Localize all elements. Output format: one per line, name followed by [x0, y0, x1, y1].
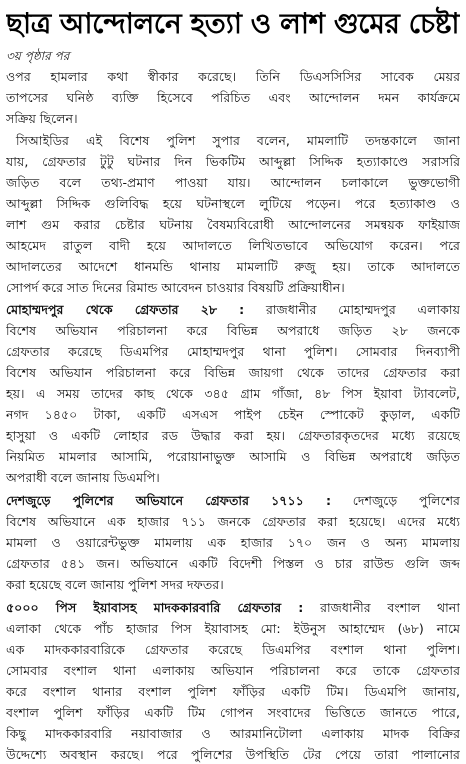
section-lead-line [6, 490, 460, 511]
body-line: সোপর্দ করে সাত দিনের রিমান্ড আবেদন চাওয়ার বিষয়টি প্রক্রিয়াধীন। [6, 280, 345, 295]
body-line: যায়, গ্রেফতার টুটু ঘটনার দিন ভিকটিম আব্দুল্লা সিদ্দিক হত্যাকাণ্ডে সরাসরি [6, 154, 460, 169]
body-line: উদ্দেশ্যে অবস্থান করছে। পরে পুলিশের উপস্থিতি টের পেয়ে তারা পালানোর [6, 747, 460, 762]
body-line: ওপর হামলার কথা স্বীকার করেছে। তিনি ডিএসসিসির সাবেক মেয়র [6, 69, 460, 84]
headline: ছাত্র আন্দোলনে হত্যা ও লাশ গুমের চেষ্টা [6, 7, 459, 40]
body-line: করা হয়েছে বলে জানায় পুলিশ সদর দফতর। [6, 577, 224, 592]
body-line: মামলা ও ওয়ারেন্টভুক্ত মামলায় এক হাজার ১৭০ জন ও অন্য মামলায় [6, 535, 460, 550]
section-lead-text: রাজধানীর মোহাম্মদপুর এলাকায় [265, 302, 460, 317]
body-line: আব্দুল্লা সিদ্দিক গুলিবিদ্ধ হয়ে ঘটনাস্থলে লুটিয়ে পড়েন। পরে হত্যাকাণ্ড ও [6, 196, 460, 211]
section-lead-line [6, 299, 460, 320]
section-heading: মোহাম্মদপুর থেকে গ্রেফতার ২৮ : [6, 302, 245, 317]
body-line: কিছু মাদককারবারি নয়াবাজার ও আরমানিটোলা এলাকায় মাদক বিক্রির [6, 726, 460, 741]
body-line: করে বংশাল থানার বংশাল পুলিশ ফাঁড়ির একটি টিম। ডিএমপি জানায়, [6, 684, 460, 699]
body-line: বিশেষ অভিযান পরিচালনা করে বিভিন্ন অপরাধে জড়িত ২৮ জনকে [6, 323, 460, 338]
body-line: বংশাল পুলিশ ফাঁড়ির একটি টিম গোপন সংবাদের ভিত্তিতে জানতে পারে, [6, 705, 460, 720]
section-lead-text: দেশজুড়ে পুলিশের [352, 493, 460, 508]
body-line: বিশেষ অভিযান পরিচালনা করে বিভিন্ন জায়গা থেকে তাদের গ্রেফতার করা [6, 365, 460, 380]
section-lead-text: রাজধানীর বংশাল থানা [320, 600, 460, 615]
body-line: নিয়মিত মামলার আসামি, পরোয়ানাভুক্ত আসামি ও বিভিন্ন অপরাধে জড়িত [6, 449, 460, 464]
body-line: এলাকা থেকে পাঁচ হাজার পিস ইয়াবাসহ মো: ইউনুস আহাম্মেদ (৬৮) নামে [6, 621, 460, 636]
body-line: আহমেদ রাতুল বাদী হয়ে আদালতে লিখিতভাবে অভিযোগ করেন। পরে [6, 238, 460, 253]
body-line: এক মাদককারবারিকে গ্রেফতার করেছে ডিএমপির বংশাল থানা পুলিশ। [6, 642, 460, 657]
section-lead-line [6, 597, 460, 618]
body-line: তাপসের ঘনিষ্ঠ ব্যক্তি হিসেবে পরিচিত এবং আন্দোলন দমন কার্যক্রমে [6, 90, 460, 105]
body-line: নগদ ১৪৫০ টাকা, একটি এসএস পাইপ চেইন স্পোকেট কুড়াল, একটি [6, 407, 460, 422]
body-line: সিআইডির এই বিশেষ পুলিশ সুপার বলেন, মামলাটি তদন্তকালে জানা [16, 133, 460, 148]
body-line: বিশেষ অভিযানে এক হাজার ৭১১ জনকে গ্রেফতার করা হয়েছে। এদের মধ্যে [6, 514, 460, 529]
body-line: সক্রিয় ছিলেন। [6, 111, 78, 126]
continued-from-label: ৩য় পৃষ্ঠার পর [6, 49, 70, 63]
body-line: গ্রেফতার ৫৪১ জন। অভিযানে একটি বিদেশী পিস্তল ও চার রাউন্ড গুলি জব্দ [6, 556, 460, 571]
body-line: হাসুয়া ও একটি লোহার রড উদ্ধার করা হয়। গ্রেফতারকৃতদের মধ্যে রয়েছে [6, 428, 460, 443]
section-heading: ৫০০০ পিস ইয়াবাসহ মাদককারবারি গ্রেফতার : [6, 600, 304, 615]
body-line: গ্রেফতার করেছে ডিএমপির মোহাম্মদপুর থানা পুলিশ। সোমবার দিনব্যাপী [6, 344, 460, 359]
body-line: আদালতের আদেশে ধানমন্ডি থানায় মামলাটি রুজু হয়। তাকে আদালতে [6, 259, 460, 274]
body-line: অপরাধী বলে জানায় ডিএমপি। [6, 470, 160, 485]
body-line: সোমবার বংশাল থানা এলাকায় অভিযান পরিচালনা করে তাকে গ্রেফতার [6, 663, 460, 678]
body-line: জড়িত বলে তথ্য-প্রমাণ পাওয়া যায়। আন্দোলন চলাকালে ভুক্তভোগী [6, 175, 460, 190]
section-heading: দেশজুড়ে পুলিশের অভিযানে গ্রেফতার ১৭১১ : [6, 493, 332, 508]
body-line: লাশ গুম করার চেষ্টার ঘটনায় বৈষম্যবিরোধী আন্দোলনের সমন্বয়ক ফাইয়াজ [6, 217, 460, 232]
body-line: হয়। এ সময় তাদের কাছ থেকে ৩৪৫ গ্রাম গাঁজা, ৪৮ পিস ইয়াবা ট্যাবলেট, [6, 386, 460, 401]
